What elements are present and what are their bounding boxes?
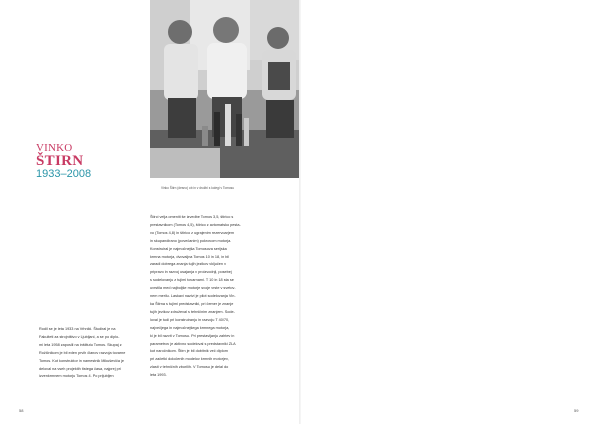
text-line: Tomos. Kot konstruktor in namestnik Mikuševiča je [39,358,125,363]
text-line: parametrov je aktivno sodeloval s predstavniki ZLA [150,341,236,346]
text-line: ki je bil razvit v Tomosu. Pri prestavljanju zahtev in [150,333,235,338]
text-line: kot naročnikom. Štirn je bil dobitnik več diplom [150,349,228,354]
text-line: tujih jezikov združeval s tehničnim znanjem. Sode- [150,309,235,314]
text-line: ka Štirna s tujimi predstavniki, pri čemer je znanje [150,301,234,306]
text-line: največjega in najmočnejšega krmnega motorja, [150,325,230,330]
title-first-name: VINKO [36,142,73,154]
title-last-name: ŠTIRN [36,153,84,169]
text-line: Štirci velja omeniti še izvedbe Tomos 3,5, štirico s [150,215,234,219]
text-line: Rožičnikom je bil eden prvih članov razvoja tovarne [39,350,126,355]
text-line: zlasti v tehničnih zborilih. V Tomosu je delal do [150,365,229,370]
page-number-right: 59 [574,408,579,413]
text-line: nem merilu. Laskavi nazivi je pilot sodelovanja Vin- [150,294,236,299]
text-line: pripravo in razvoj usajanja v proizvodnji, posebej [150,270,232,275]
archive-photo [150,0,299,178]
text-line: vo (Tomos 4,8) in štirico z ugrajenim rezervoarjem [150,230,234,235]
text-line: uvrstila med najboljše motorje svoje vrste v svetov- [150,286,236,291]
text-line: Fakulteti za strojništvo v Ljubljani, a se po diplo- [39,334,120,339]
title-years: 1933–2008 [36,168,92,180]
text-line: loval je tudi pri konstruiranju in razvoju T 40/70, [150,317,230,322]
text-line: Konstruiral je najmočnejša Tomosova serijska [150,246,227,251]
text-line: s sodelovanju z tujimi tovarnami. T 10 in 18 sta se [150,278,234,283]
body-text-left [39,326,138,381]
page-number-left: 58 [19,408,24,413]
text-line: prestavnikom (Tomos 4,5), štirico z avtomatsko pesta- [150,222,241,227]
text-line: zaradi dobrega znanja tujih jezikov vključen v [150,262,226,267]
text-line: in skupandirano (povečanim) pokrovom motorja. [150,238,232,243]
text-line: krmna motorja, dvovaljna Tomos 10 in 18, in bil [150,254,230,259]
body-text-right [150,214,259,380]
text-line: izvenkrmnem motorju Tomos 4. Po prijubljen [39,374,114,379]
photo-caption: Vinko Štirn (desno) ob in v družbi s kolegi v Tomosu [161,186,235,190]
book-gutter [299,0,301,424]
text-line: Rodil se je leta 1933 na Vrhniki. Študiral je na [39,327,116,331]
text-line: pri začetki določenih modelov krmnih motorjev, [150,357,229,362]
text-line: mi leta 1958 zaposlil na inštitutu Tomos. Skupaj z [39,342,122,347]
text-line: deloval na vseh projektih tistega časa, najprej pri [39,366,121,371]
text-line: leta 1993. [150,373,167,378]
